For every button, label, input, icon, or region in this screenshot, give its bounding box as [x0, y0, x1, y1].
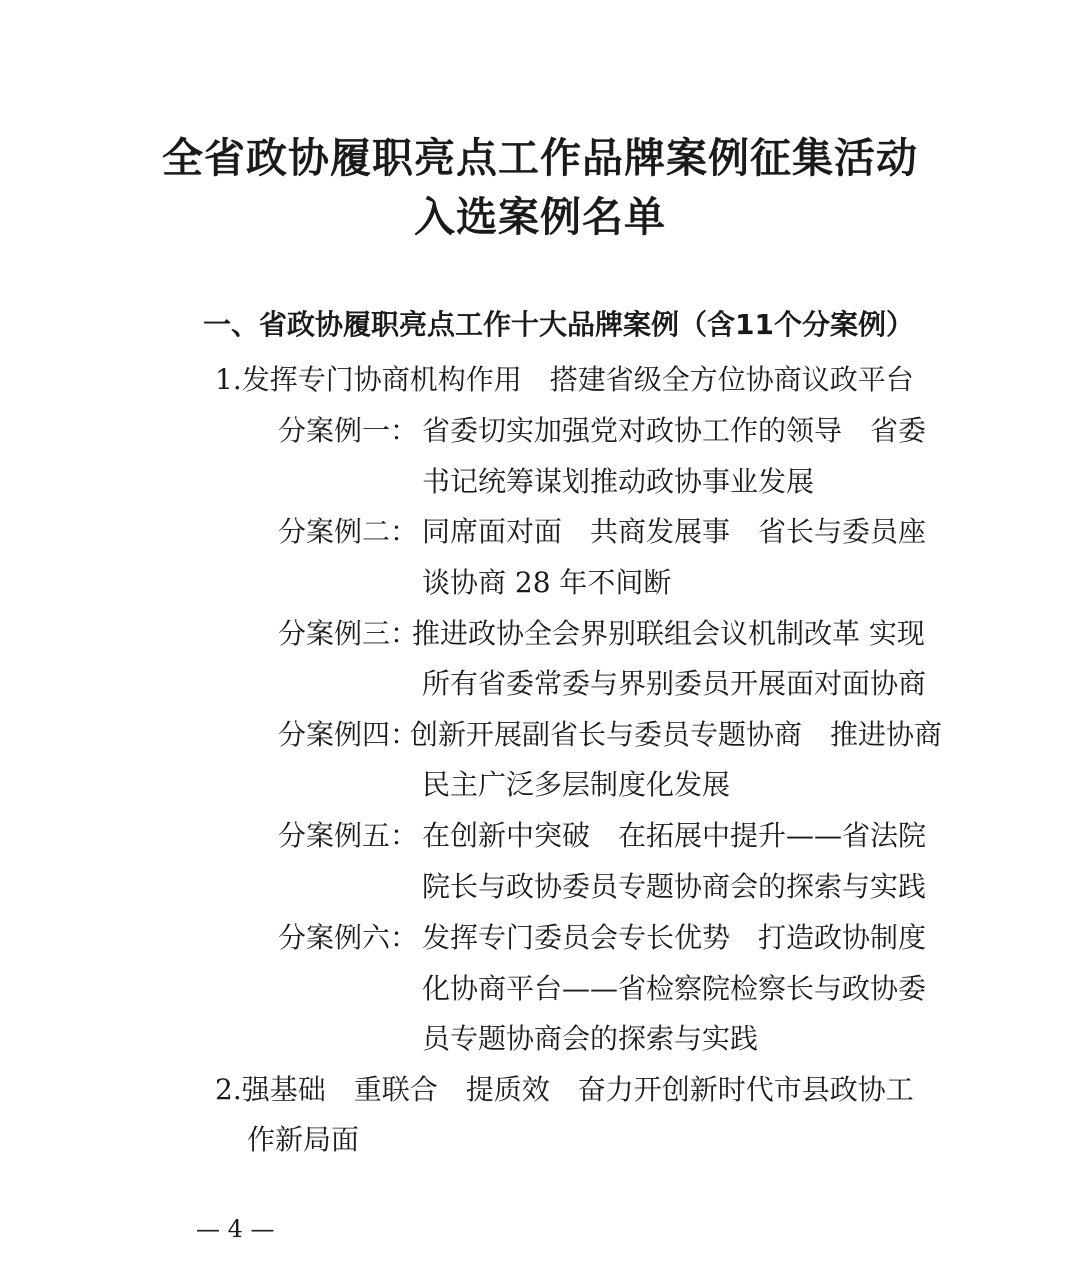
subcase-6-line-1: 发挥专门委员会专长优势 打造政协制度	[422, 921, 927, 954]
item-1-title-part-1: 发挥专门协商机构作用	[241, 363, 522, 396]
item-1-title	[215, 358, 914, 402]
subcase-2-line-2: 谈协商 28 年不间断	[422, 566, 672, 599]
subcase-3-label: 分案例三：	[278, 617, 419, 650]
subcase-2-line-1: 同席面对面 共商发展事 省长与委员座	[422, 515, 927, 548]
subcase-4-line-1: 创新开展副省长与委员专题协商 推进协商	[410, 718, 943, 751]
section-heading: 一、省政协履职亮点工作十大品牌案例（含11个分案例）	[203, 308, 914, 341]
subcase-4-label: 分案例四：	[278, 718, 419, 751]
item-2-number: 2.	[215, 1073, 242, 1106]
document-title-line-2: 入选案例名单	[414, 193, 666, 241]
subcase-3-line-2: 所有省委常委与界别委员开展面对面协商	[422, 667, 927, 700]
subcase-5-label: 分案例五：	[278, 819, 419, 852]
subcase-4-line-2: 民主广泛多层制度化发展	[422, 768, 731, 801]
item-1-number: 1.	[215, 363, 242, 396]
item-2-line-1: 强基础 重联合 提质效 奋力开创新时代市县政协工	[241, 1073, 914, 1106]
subcase-5-line-2: 院长与政协委员专题协商会的探索与实践	[422, 870, 927, 903]
item-2-line-2: 作新局面	[247, 1123, 360, 1156]
subcase-1-line-2: 书记统筹谋划推动政协事业发展	[422, 465, 815, 498]
subcase-6-label: 分案例六：	[278, 921, 419, 954]
subcase-6-line-2: 化协商平台——省检察院检察长与政协委	[422, 972, 927, 1005]
subcase-1-line-1: 省委切实加强党对政协工作的领导 省委	[422, 414, 927, 447]
item-1-title-part-2: 搭建省级全方位协商议政平台	[549, 363, 914, 396]
subcase-5-line-1: 在创新中突破 在拓展中提升——省法院	[422, 819, 927, 852]
subcase-3-line-1: 推进政协全会界别联组会议机制改革 实现	[412, 617, 925, 650]
subcase-6-line-3: 员专题协商会的探索与实践	[422, 1022, 759, 1055]
document-title-line-1: 全省政协履职亮点工作品牌案例征集活动	[162, 134, 918, 182]
page-number: — 4 —	[196, 1215, 275, 1243]
subcase-2-label: 分案例二：	[278, 515, 419, 548]
item-2-title	[215, 1068, 914, 1112]
subcase-1-label: 分案例一：	[278, 414, 419, 447]
